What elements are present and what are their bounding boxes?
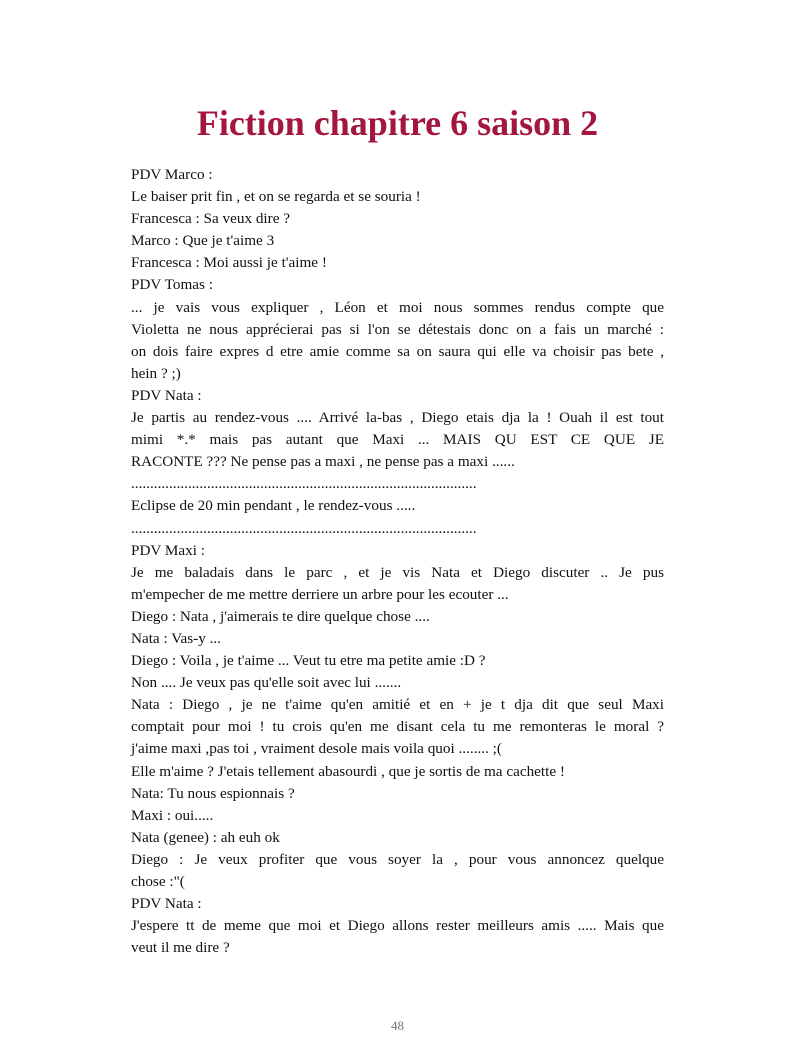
text-line: Nata (genee) : ah euh ok (131, 828, 280, 846)
text-line: m'empecher de me mettre derriere un arbre pour les ecouter ... (131, 585, 509, 603)
text-line: hein ? ;) (131, 364, 181, 382)
text-line: Diego : Voila , je t'aime ... Veut tu etre ma petite amie :D ? (131, 652, 486, 670)
text-line: Maxi : oui..... (131, 806, 214, 824)
separator-dots: ........................................................................................... (131, 475, 477, 493)
text-line: Le baiser prit fin , et on se regarda et se souria ! (131, 188, 421, 206)
text-line: Nata: Tu nous espionnais ? (131, 784, 295, 802)
text-line: on dois faire expres d etre amie comme sa on saura qui elle va choisir pas bete , (131, 342, 664, 360)
text-line: veut il me dire ? (131, 939, 230, 957)
text-line: Francesca : Sa veux dire ? (131, 210, 290, 228)
text-line: Diego : Je veux profiter que vous soyer la , pour vous annoncez quelque (131, 850, 664, 868)
text-line: PDV Nata : (131, 386, 202, 404)
text-line: Eclipse de 20 min pendant , le rendez-vous ..... (131, 497, 416, 515)
text-line: comptait pour moi ! tu crois qu'en me disant cela tu me remonteras le moral ? (131, 718, 664, 736)
separator-dots: ........................................................................................... (131, 519, 477, 537)
text-line: chose :"( (131, 873, 185, 890)
body-text (131, 164, 664, 959)
text-line: Nata : Vas-y ... (131, 629, 221, 647)
page-title: Fiction chapitre 6 saison 2 (196, 103, 599, 143)
text-line: Francesca : Moi aussi je t'aime ! (131, 254, 327, 272)
text-line: J'espere tt de meme que moi et Diego allons rester meilleurs amis ..... Mais que (131, 917, 664, 935)
text-line: Je me baladais dans le parc , et je vis Nata et Diego discuter .. Je pus (131, 563, 664, 581)
text-line: Elle m'aime ? J'etais tellement abasourdi , que je sortis de ma cachette ! (131, 762, 565, 780)
text-line: Je partis au rendez-vous .... Arrivé la-bas , Diego etais dja la ! Ouah il est tout (131, 409, 664, 427)
text-line: Nata : Diego , je ne t'aime qu'en amitié et en + je t dja dit que seul Maxi (131, 696, 664, 714)
text-line: PDV Maxi : (131, 541, 205, 559)
text-line: Marco : Que je t'aime 3 (131, 232, 275, 250)
text-line: mimi *.* mais pas autant que Maxi ... MAIS QU EST CE QUE JE (131, 431, 664, 449)
text-line: Diego : Nata , j'aimerais te dire quelque chose .... (131, 607, 430, 625)
page-number: 48 (391, 1018, 404, 1033)
text-line: Violetta ne nous apprécierai pas si l'on se détestais donc on a fais un marché : (131, 320, 664, 338)
text-line: PDV Marco : (131, 166, 213, 183)
text-line: RACONTE ??? Ne pense pas a maxi , ne pense pas a maxi ...... (131, 453, 515, 471)
text-line: Non .... Je veux pas qu'elle soit avec lui ....... (131, 674, 402, 692)
text-line: PDV Tomas : (131, 276, 213, 294)
text-line: j'aime maxi ,pas toi , vraiment desole mais voila quoi ........ ;( (131, 740, 502, 758)
text-line: PDV Nata : (131, 895, 202, 913)
text-line: ... je vais vous expliquer , Léon et moi nous sommes rendus compte que (131, 298, 664, 316)
